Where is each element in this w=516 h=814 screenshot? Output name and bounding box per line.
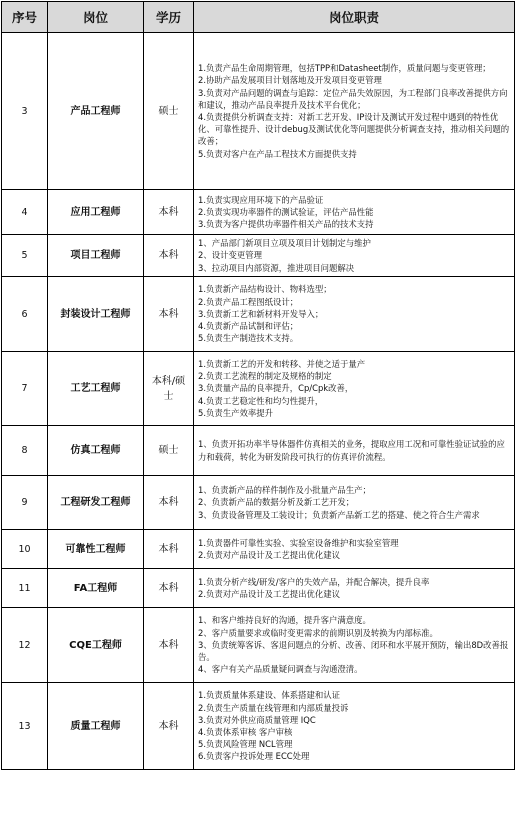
cell-position xyxy=(48,569,144,608)
position-title: 封装设计工程师 xyxy=(60,308,131,320)
cell-position xyxy=(48,426,144,476)
education-level: 本科 xyxy=(158,639,179,651)
cell-seq xyxy=(2,683,48,770)
education-level: 本科 xyxy=(158,582,179,594)
table-row xyxy=(2,608,515,683)
header-duties: 岗位职责 xyxy=(194,2,515,33)
cell-duties xyxy=(194,235,515,277)
cell-duties xyxy=(194,352,515,426)
cell-position xyxy=(48,530,144,569)
table-row xyxy=(2,277,515,352)
seq-number: 7 xyxy=(21,383,28,394)
cell-position xyxy=(48,352,144,426)
seq-number: 13 xyxy=(18,720,31,732)
cell-position xyxy=(48,190,144,235)
cell-seq xyxy=(2,352,48,426)
education-level: 本科/硕士 xyxy=(151,375,186,402)
cell-seq xyxy=(2,190,48,235)
position-title: 仿真工程师 xyxy=(70,445,121,456)
seq-number: 10 xyxy=(18,543,31,555)
cell-education xyxy=(144,569,194,608)
cell-education xyxy=(144,683,194,770)
duty-line: 4.负责提供分析调查支持：对新工艺开发、IP设计及测试开发过程中遇到的特性优化、可靠性提升、设计debug及测试优化等问题提供分析调查支持，推动相关问题的改善； xyxy=(198,112,510,147)
cell-education xyxy=(144,426,194,476)
cell-position xyxy=(48,683,144,770)
duty-line: 1、和客户维持良好的沟通，提升客户满意度。 xyxy=(198,615,371,626)
table-row xyxy=(2,235,515,277)
duty-line: 5.负责对客户在产品工程技术方面提供支持 xyxy=(198,148,357,159)
position-title: 产品工程师 xyxy=(70,105,121,117)
seq-number: 12 xyxy=(18,639,31,651)
cell-position xyxy=(48,608,144,683)
duty-line: 5.负责生产制造技术支持。 xyxy=(198,333,299,344)
seq-number: 6 xyxy=(21,308,28,320)
duty-line: 1.负责分析产线/研发/客户的失效产品，并配合解决，提升良率 xyxy=(198,576,430,587)
position-title: 可靠性工程师 xyxy=(65,543,126,555)
cell-position xyxy=(48,476,144,530)
duty-line: 3.负责量产品的良率提升，Cp/Cpk改善， xyxy=(198,383,354,394)
duty-line: 2.负责对产品设计及工艺提出优化建议 xyxy=(198,589,340,599)
education-level: 本科 xyxy=(158,308,179,320)
cell-education xyxy=(144,530,194,569)
education-level: 硕士 xyxy=(158,445,179,456)
cell-education xyxy=(144,476,194,530)
table-row xyxy=(2,190,515,235)
cell-duties xyxy=(194,683,515,770)
header-education: 学历 xyxy=(144,2,194,33)
cell-education xyxy=(144,608,194,683)
cell-duties xyxy=(194,426,515,476)
duty-line: 3.负责新工艺和新材料开发导入； xyxy=(198,308,324,319)
duty-line: 2、设计变更管理 xyxy=(198,250,262,261)
duty-line: 2.负责工艺流程的制定及规格的制定 xyxy=(198,371,332,382)
job-table xyxy=(1,1,515,770)
cell-seq xyxy=(2,235,48,277)
cell-seq xyxy=(2,608,48,683)
header-seq: 序号 xyxy=(2,2,48,33)
seq-number: 3 xyxy=(21,105,28,117)
table-row xyxy=(2,476,515,530)
duty-line: 1.负责产品生命周期管理，包括TPP和Datasheet制作，质量问题与变更管理； xyxy=(198,63,491,74)
duty-line: 3、负责统筹客诉、客退问题点的分析、改善、闭环和水平展开预防，输出8D改善报告。 xyxy=(198,639,509,663)
duty-line: 1、负责开拓功率半导体器件仿真相关的业务，提取应用工况和可靠性验证试验的应力和载荷，转化为研发阶段可执行的仿真评价流程。 xyxy=(198,439,505,462)
cell-seq xyxy=(2,476,48,530)
duty-line: 1.负责实现应用环境下的产品验证 xyxy=(198,194,324,205)
duty-line: 2、负责新产品的数据分析及新工艺开发； xyxy=(198,497,355,508)
duty-line: 1.负责质量体系建设、体系搭建和认证 xyxy=(198,690,340,701)
cell-education xyxy=(144,277,194,352)
cell-education xyxy=(144,352,194,426)
cell-position xyxy=(48,235,144,277)
position-title: 质量工程师 xyxy=(70,720,121,732)
cell-duties xyxy=(194,608,515,683)
header-position: 岗位 xyxy=(48,2,144,33)
seq-number: 5 xyxy=(21,250,28,261)
education-level: 本科 xyxy=(158,720,179,732)
duty-line: 1、产品部门新项目立项及项目计划制定与维护 xyxy=(198,238,371,249)
cell-duties xyxy=(194,530,515,569)
seq-number: 8 xyxy=(21,445,28,456)
duty-line: 2.负责对产品设计及工艺提出优化建议 xyxy=(198,550,340,560)
duty-line: 3、拉动项目内部资源，推进项目问题解决 xyxy=(198,262,355,273)
duty-line: 3.负责对外供应商质量管理 IQC xyxy=(198,714,316,725)
cell-seq xyxy=(2,426,48,476)
duty-line: 6.负责客户投诉处理 ECC处理 xyxy=(198,751,310,762)
position-title: 项目工程师 xyxy=(70,250,121,261)
education-level: 本科 xyxy=(158,250,179,261)
cell-education xyxy=(144,33,194,190)
education-level: 硕士 xyxy=(158,105,179,117)
duty-line: 3、负责设备管理及工装设计；负责新产品新工艺的搭建、使之符合生产需求 xyxy=(198,509,480,520)
table-row xyxy=(2,352,515,426)
table-row xyxy=(2,530,515,569)
cell-position xyxy=(48,33,144,190)
cell-seq xyxy=(2,569,48,608)
duty-line: 4、客户有关产品质量疑问调查与沟通澄清。 xyxy=(198,664,363,675)
duty-line: 1.负责新工艺的开发和转移、并使之适于量产 xyxy=(198,358,366,369)
education-level: 本科 xyxy=(158,206,179,218)
education-level: 本科 xyxy=(158,497,179,508)
cell-seq xyxy=(2,277,48,352)
position-title: 应用工程师 xyxy=(70,206,121,218)
seq-number: 9 xyxy=(21,497,28,508)
duty-line: 2、客户质量要求或临时变更需求的前期识别及转换为内部标准。 xyxy=(198,627,438,638)
duty-line: 1.负责新产品结构设计、物料选型； xyxy=(198,284,332,295)
cell-duties xyxy=(194,190,515,235)
seq-number: 11 xyxy=(18,582,31,594)
duty-line: 1、负责新产品的样件制作及小批量产品生产； xyxy=(198,485,371,496)
header-row xyxy=(2,2,515,33)
position-title: 工艺工程师 xyxy=(70,383,121,394)
duty-line: 3.负责对产品问题的调查与追踪：定位产品失效原因，为工程部门良率改善提供方向和建议，推动产品良率提升及技术平台优化； xyxy=(198,87,508,110)
cell-duties xyxy=(194,33,515,190)
position-title: 工程研发工程师 xyxy=(60,497,131,508)
duty-line: 4.负责体系审核 客户审核 xyxy=(198,727,293,737)
duty-line: 2.负责产品工程图纸设计； xyxy=(198,296,299,307)
duty-line: 2.负责生产质量在线管理和内部质量投诉 xyxy=(198,702,349,713)
duty-line: 4.负责新产品试制和评估； xyxy=(198,321,299,332)
education-level: 本科 xyxy=(158,543,179,555)
cell-seq xyxy=(2,530,48,569)
position-title: CQE工程师 xyxy=(69,639,122,651)
cell-duties xyxy=(194,569,515,608)
table-row xyxy=(2,569,515,608)
duty-line: 3.负责为客户提供功率器件相关产品的技术支持 xyxy=(198,219,374,230)
table-row xyxy=(2,33,515,190)
seq-number: 4 xyxy=(21,206,28,218)
duty-line: 4.负责工艺稳定性和均匀性提升， xyxy=(198,395,324,406)
duty-line: 5.负责生产效率提升 xyxy=(198,407,273,418)
cell-duties xyxy=(194,476,515,530)
duty-line: 2.负责实现功率器件的测试验证，评估产品性能 xyxy=(198,206,374,217)
table-row xyxy=(2,426,515,476)
cell-position xyxy=(48,277,144,352)
cell-seq xyxy=(2,33,48,190)
cell-education xyxy=(144,190,194,235)
duty-line: 2.协助产品发展项目计划落地及开发项目变更管理 xyxy=(198,75,382,86)
cell-education xyxy=(144,235,194,277)
duty-line: 5.负责风险管理 NCL管理 xyxy=(198,739,293,750)
position-title: FA工程师 xyxy=(73,582,118,594)
table-row xyxy=(2,683,515,770)
duty-line: 1.负责器件可靠性实验、实验室设备维护和实验室管理 xyxy=(198,537,399,548)
cell-duties xyxy=(194,277,515,352)
